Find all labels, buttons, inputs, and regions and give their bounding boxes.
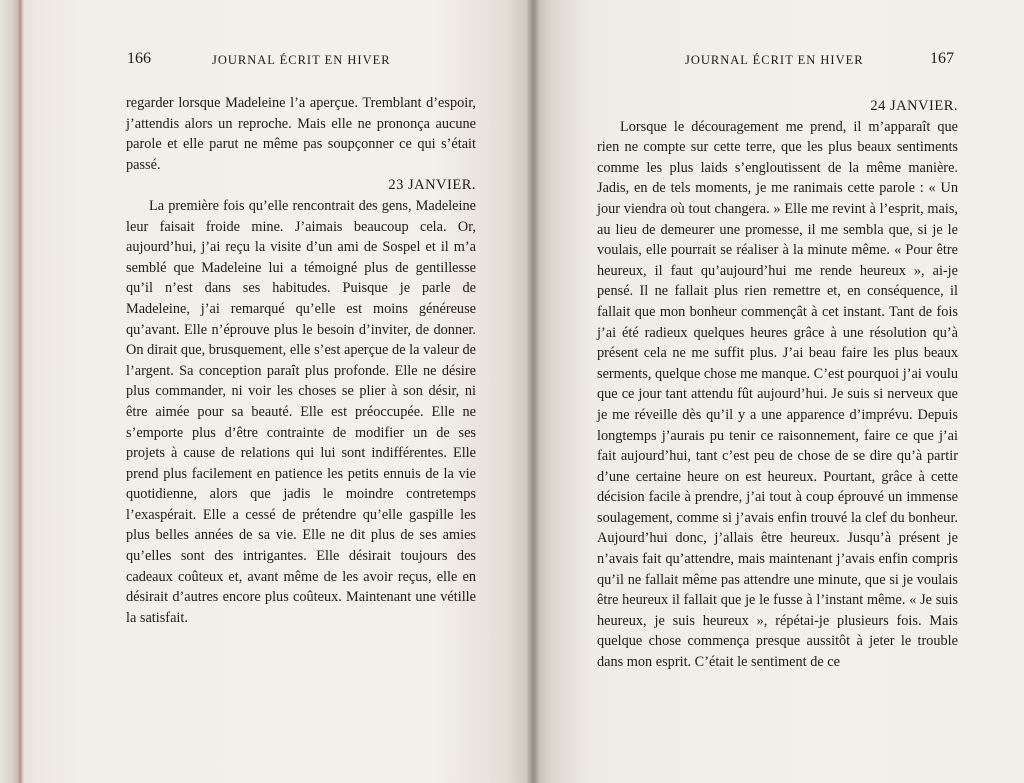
page-edges bbox=[0, 0, 40, 783]
entry-date: 24 JANVIER. bbox=[870, 98, 958, 114]
right-page-text bbox=[597, 96, 958, 673]
page-number-right: 167 bbox=[930, 50, 954, 67]
running-head-right: JOURNAL ÉCRIT EN HIVER bbox=[685, 53, 864, 67]
entry-paragraph: La première fois qu’elle rencontrait des gens, Madeleine leur faisait froide mine. J’aimais beaucoup cela. Or, aujourd’hui, j’ai reçu la visite d’un ami de Sospel et il m’a semblé que Madeleine lui a témoigné plus de gentillesse qu’il n’est dans ses habitudes. Puisque je parle de Madeleine, j’ai remarqué qu’elle est moins généreuse qu’avant. Elle n’éprouve plus le besoin d’inviter, de donner. On dirait que, brusquement, elle s’est aperçue de la valeur de l’argent. Sa conception paraît plus profonde. Elle ne désire plus commander, ni voir les choses se plier à son désir, ni être aimée pour sa beauté. Elle est préoccupée. Elle ne s’emporte plus d’être contrainte de modifier un de ses projets à cause de relations qui lui sont indifférentes. Elle prend plus facilement en patience les petits ennuis de la vie quotidienne, alors que jadis le moindre contretemps l’exaspérait. Elle a cessé de prétendre qu’elle gaspille les plus belles années de sa vie. Elle ne dit plus de ses amies qu’elles sont des intrigantes. Elle désirait toujours des cadeaux coûteux et, avant même de les avoir reçus, elle en désirait d’autres encore plus coûteux. Maintenant une vétille la satisfait. bbox=[126, 197, 476, 626]
book-gutter bbox=[526, 0, 540, 783]
running-head-left: JOURNAL ÉCRIT EN HIVER bbox=[212, 53, 391, 67]
page-number-left: 166 bbox=[127, 50, 151, 67]
continuation-paragraph: regarder lorsque Madeleine l’a aperçue. Tremblant d’espoir, j’attendis alors un reproche. Mais elle ne prononça aucune parole et elle parut ne même pas soupçonner ce qui s’était passé. bbox=[126, 95, 476, 173]
left-page-text bbox=[126, 93, 476, 628]
entry-paragraph: Lorsque le découragement me prend, il m’apparaît que rien ne compte sur cette terre, que les plus beaux sentiments comme les plus laids s’engloutissent de la même manière. Jadis, en de tels moments, je me ranimais cette parole : « Un jour viendra où tout changera. » Elle me revint à l’esprit, mais, au lieu de demeurer une promesse, il me sembla que, si je le voulais, elle pourrait se réaliser à la minute même. « Pour être heureux, il faut qu’aujourd’hui me rende heureux », ai-je pensé. Il ne fallait plus rien remettre et, en conséquence, il fallait que mon bonheur commençât à cet instant. Tant de fois j’ai été radieux quelques heures grâce à une résolution qu’à présent cela ne me suffit plus. J’ai beau faire les plus beaux serments, quelque chose me manque. C’est pourquoi j’ai voulu que ce jour tant attendu fût aujourd’hui. Je suis si nerveux que je me réveille dès qu’il y a une apparence d’imprévu. Depuis longtemps j’aurais pu tenir ce raisonnement, faire ce que j’ai fait aujourd’hui, tant c’est peu de chose de se dire qu’à partir d’une certaine heure on est heureux. Pourtant, grâce à cette décision facile à prendre, j’ai tout à coup éprouvé un immense soulagement, comme si j’avais enfin trouvé la clef du bonheur. Aujourd’hui donc, j’allais être heureux. Jusqu’à présent je n’avais fait qu’attendre, mais maintenant j’avais enfin compris qu’il ne fallait même pas attendre une minute, que si je voulais être heureux il fallait que je le fusse à l’instant même. « Je suis heureux, je suis heureux », répétai-je plusieurs fois. Mais quelque chose commença presque aussitôt à jeter le trouble dans mon esprit. C’était le sentiment de ce bbox=[597, 118, 958, 671]
entry-date: 23 JANVIER. bbox=[388, 177, 476, 194]
